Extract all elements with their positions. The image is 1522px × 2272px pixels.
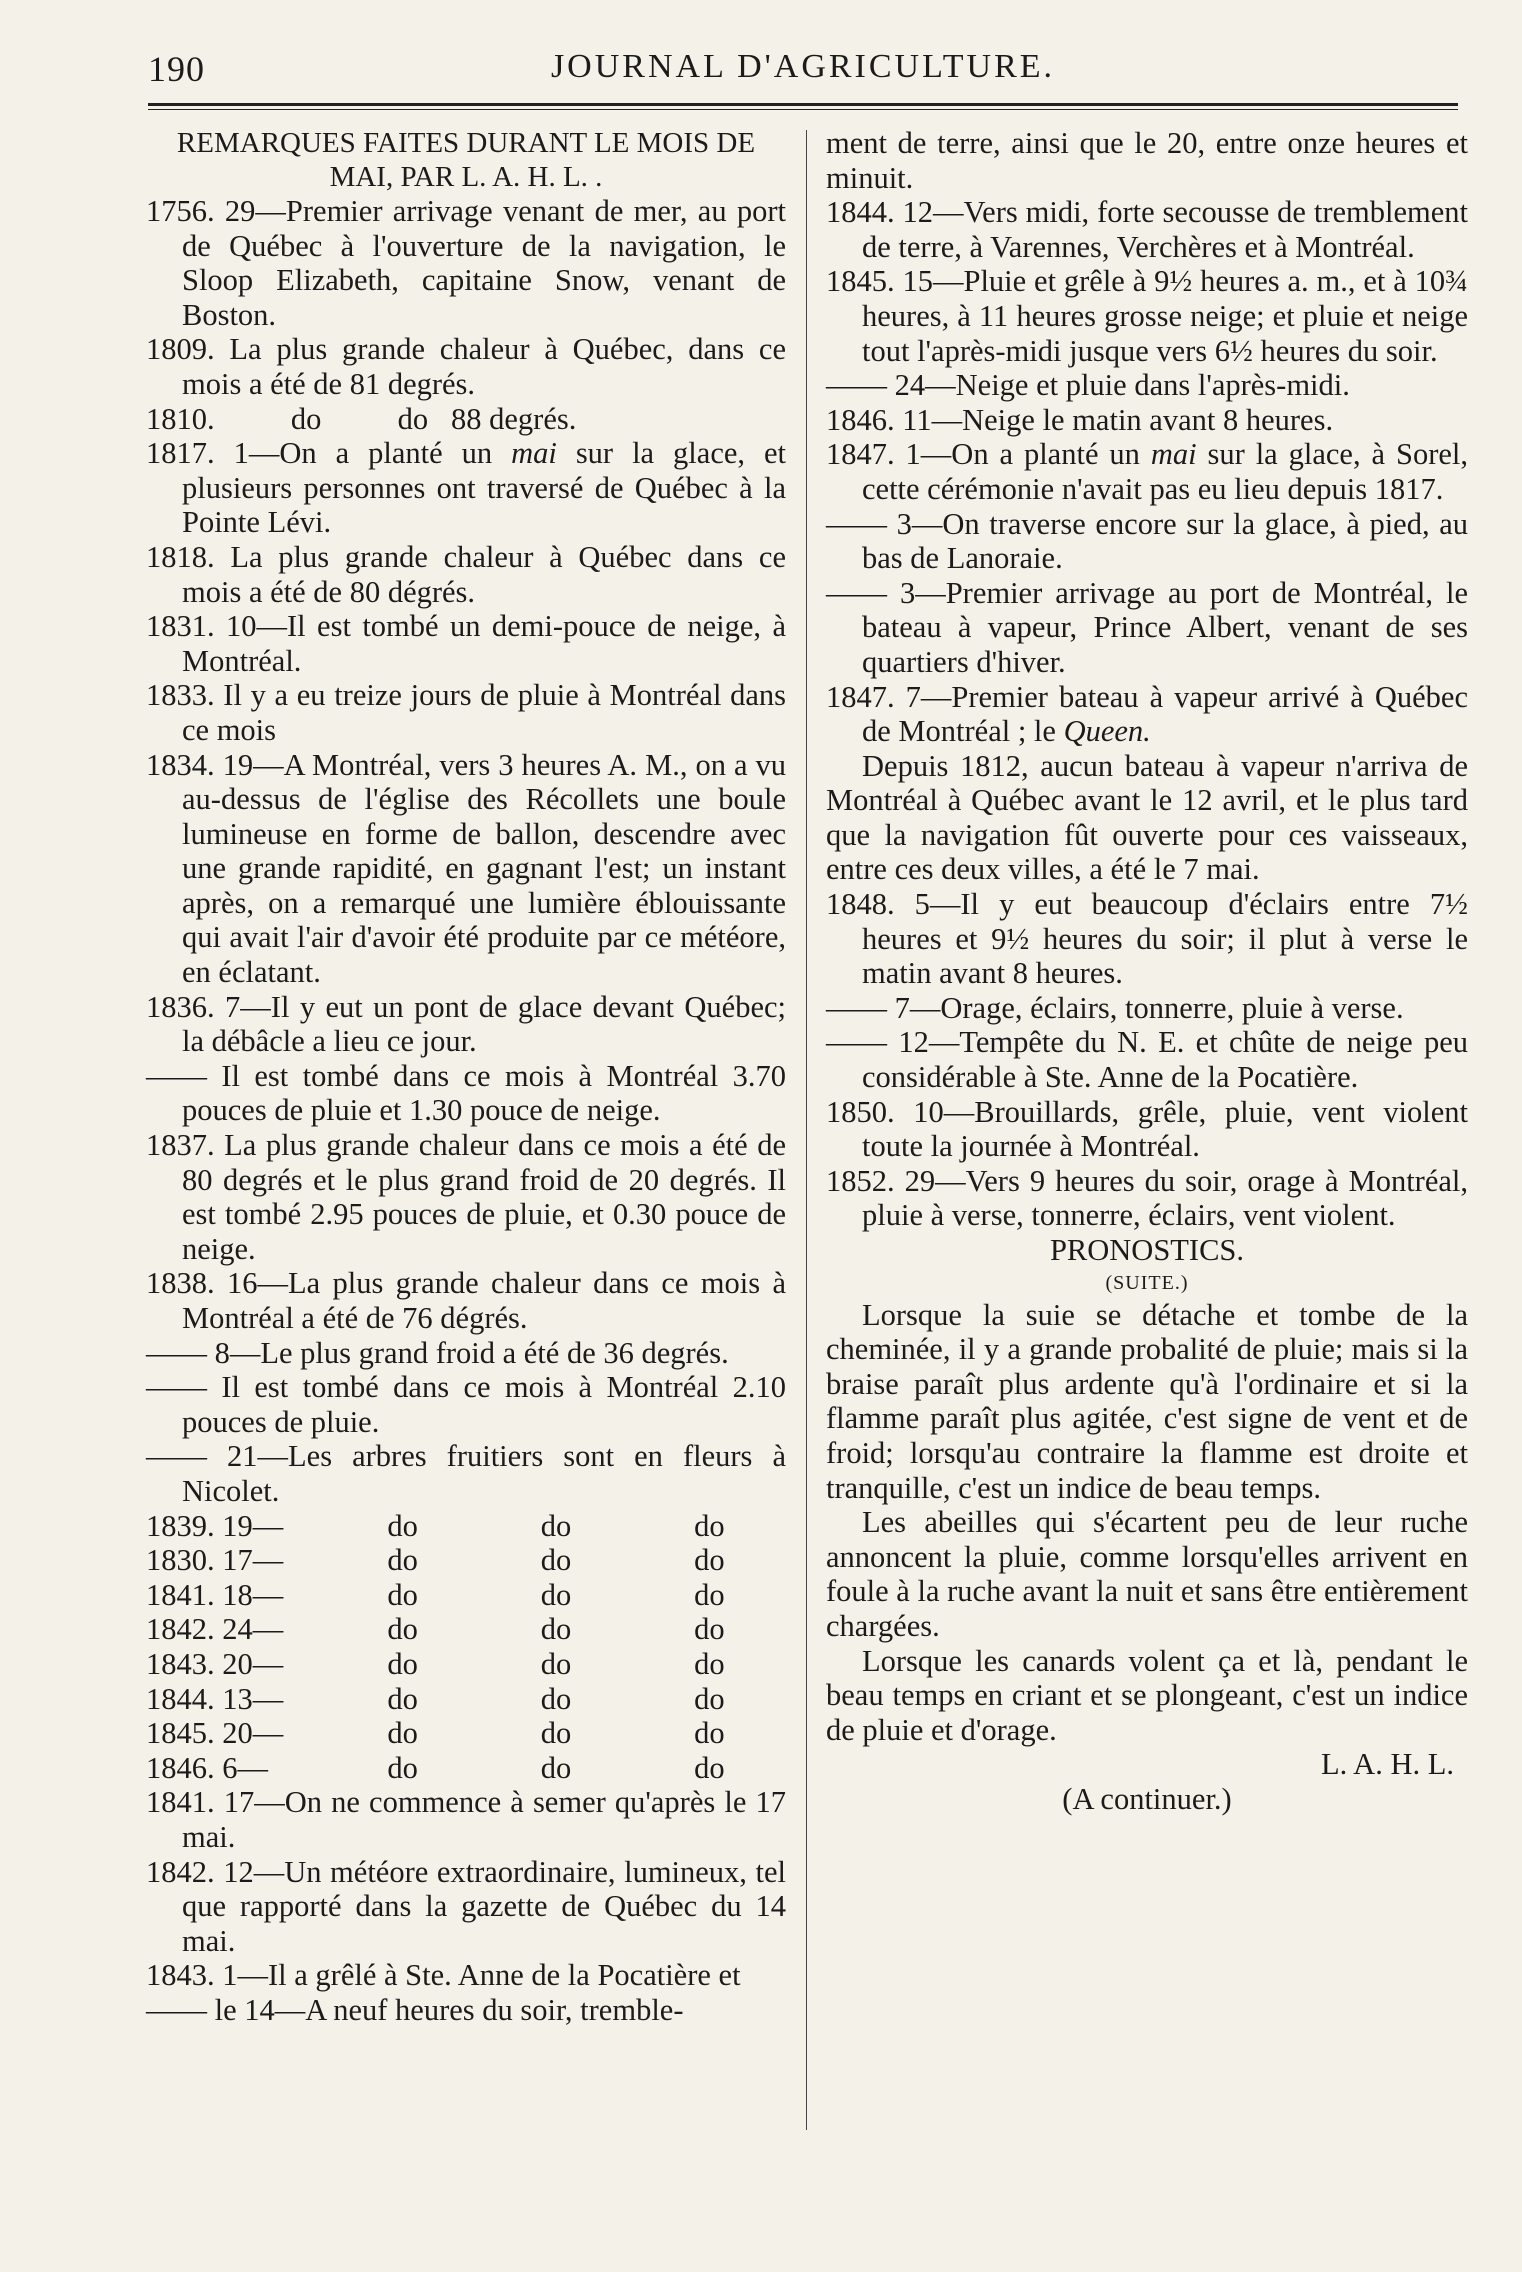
entry-1841: 1841. 17—On ne commence à semer qu'après le 17 mai.: [146, 1785, 786, 1854]
entry-1847-text-a: 1847. 1—On a planté un: [826, 437, 1151, 472]
entry-1852: 1852. 29—Vers 9 heures du soir, orage à Montréal, pluie à verse, tonnerre, éclairs, vent violent.: [826, 1163, 1468, 1233]
ditto-mark: do: [387, 1612, 418, 1647]
entry-1843-b: —— le 14—A neuf heures du soir, tremble-: [146, 1992, 684, 2027]
entry-1846: 1846. 11—Neige le matin avant 8 heures.: [826, 402, 1334, 437]
ditto-mark: do: [694, 1646, 725, 1681]
ditto-row-date: 1841. 18—: [146, 1577, 284, 1612]
page-number: 190: [148, 49, 205, 89]
signature: L. A. H. L.: [1320, 1747, 1454, 1782]
ditto-mark: do: [540, 1508, 572, 1543]
entry-1847-d: [826, 680, 1468, 749]
entry-1756: 1756. 29—Premier arrivage venant de mer, au port de Québec à l'ouverture de la navigation, le Sloop Elizabeth, capitaine Snow, venant de Boston.: [146, 194, 786, 332]
entry-1836-b: —— Il est tombé dans ce mois à Montréal 3.70 pouces de pluie et 1.30 pouce de neige.: [146, 1058, 786, 1128]
ditto-row: [146, 1682, 786, 1717]
pronostic-paragraph-3: Lorsque les canards volent ça et là, pendant le beau temps en criant et se plongeant, c'est un indice de pluie et d'orage.: [826, 1643, 1468, 1747]
ditto-row: [146, 1612, 786, 1647]
ditto-row: [146, 1647, 786, 1682]
entry-1848-b: —— 7—Orage, éclairs, tonnerre, pluie à verse.: [826, 990, 1404, 1025]
ditto-row-date: 1842. 24—: [146, 1612, 284, 1647]
ditto-mark: do: [387, 1543, 418, 1578]
ditto-mark: do: [694, 1508, 725, 1543]
ditto-mark: do: [540, 1646, 572, 1681]
entry-1838-d: —— 21—Les arbres fruitiers sont en fleurs à Nicolet.: [146, 1439, 786, 1508]
entry-1833: 1833. Il y a eu treize jours de pluie à Montréal dans ce mois: [146, 678, 786, 747]
ditto-mark: do: [540, 1543, 572, 1578]
ditto-mark: do: [540, 1716, 572, 1751]
ditto-mark: do: [694, 1577, 725, 1612]
entry-1850: 1850. 10—Brouillards, grêle, pluie, vent violent toute la journée à Montréal.: [826, 1094, 1468, 1164]
entry-1848: 1848. 5—Il y eut beaucoup d'éclairs entre 7½ heures et 9½ heures du soir; il plut à verse le matin avant 8 heures.: [826, 887, 1468, 991]
entry-1843: 1843. 1—Il a grêlé à Ste. Anne de la Pocatière et: [146, 1958, 741, 1993]
ditto-row-date: 1830. 17—: [146, 1543, 284, 1578]
ditto-mark: do: [387, 1577, 418, 1612]
ditto-mark: do: [387, 1508, 418, 1543]
entry-1847-d-italic: Queen.: [1063, 714, 1151, 749]
ditto-mark: do: [540, 1681, 572, 1716]
ditto-row: [146, 1716, 786, 1751]
entry-1848-c: —— 12—Tempête du N. E. et chûte de neige peu considérable à Ste. Anne de la Pocatière.: [826, 1025, 1468, 1095]
page-header: [148, 48, 1458, 98]
entry-1837: 1837. La plus grande chaleur dans ce mois a été de 80 degrés et le plus grand froid de 20 degrés. Il est tombé 2.95 pouces de pluie, et 0.30 pouce de neige.: [146, 1128, 786, 1266]
entry-1843-continued: ment de terre, ainsi que le 20, entre onze heures et minuit.: [826, 126, 1468, 195]
to-be-continued: (A continuer.): [1062, 1781, 1232, 1816]
entry-1844: 1844. 12—Vers midi, forte secousse de tremblement de terre, à Varennes, Verchères et à Montréal.: [826, 195, 1468, 264]
pronostics-subtitle: (SUITE.): [1105, 1271, 1189, 1294]
right-column: [826, 126, 1468, 1817]
running-title: JOURNAL D'AGRICULTURE.: [550, 48, 1056, 85]
ditto-mark: do: [540, 1577, 572, 1612]
ditto-mark: do: [694, 1750, 725, 1785]
ditto-mark: do: [387, 1646, 418, 1681]
entry-1845: 1845. 15—Pluie et grêle à 9½ heures a. m., et à 10¾ heures, à 11 heures grosse neige; et pluie et neige tout l'après-midi jusque vers 6½ heures du soir.: [826, 264, 1468, 368]
pronostics-title: PRONOSTICS.: [1049, 1233, 1245, 1267]
entry-1847-d-text: 1847. 7—Premier bateau à vapeur arrivé à Québec de Montréal ; le: [826, 679, 1468, 749]
ditto-table: [146, 1509, 786, 1786]
entry-1817-italic: mai: [511, 436, 557, 471]
entry-1838-c: —— Il est tombé dans ce mois à Montréal 2.10 pouces de pluie.: [146, 1370, 786, 1439]
ditto-row-date: 1845. 20—: [146, 1716, 284, 1751]
ditto-mark: do: [540, 1612, 572, 1647]
entry-1847-c: —— 3—Premier arrivage au port de Montréal, le bateau à vapeur, Prince Albert, venant de ses quartiers d'hiver.: [826, 575, 1468, 679]
entry-1809: 1809. La plus grande chaleur à Québec, dans ce mois a été de 81 degrés.: [146, 332, 786, 401]
ditto-row: [146, 1578, 786, 1613]
paragraph-1812: Depuis 1812, aucun bateau à vapeur n'arriva de Montréal à Québec avant le 12 avril, et le plus tard que la navigation fût ouverte pour ces vaisseaux, entre ces deux villes, a été le 7 mai.: [826, 748, 1468, 887]
ditto-mark: do: [387, 1716, 418, 1751]
ditto-row-date: 1839. 19—: [146, 1508, 284, 1543]
entry-1847-b: —— 3—On traverse encore sur la glace, à pied, au bas de Lanoraie.: [826, 506, 1468, 576]
entry-1818: 1818. La plus grande chaleur à Québec dans ce mois a été de 80 dégrés.: [146, 539, 786, 609]
ditto-mark: do: [387, 1750, 418, 1785]
ditto-row: [146, 1751, 786, 1786]
ditto-mark: do: [540, 1750, 572, 1785]
ditto-mark: do: [694, 1681, 725, 1716]
column-divider: [806, 130, 807, 2130]
entry-1847-italic: mai: [1150, 437, 1197, 472]
entry-1845-b: —— 24—Neige et pluie dans l'après-midi.: [826, 368, 1350, 403]
pronostic-paragraph-1: Lorsque la suie se détache et tombe de la cheminée, il y a grande probalité de pluie; mais si la braise paraît plus ardente qu'à l'ordinaire et si la flamme paraît plus agitée, c'est signe de vent et de froid; lorsqu'au contraire la flamme est droite et tranquille, c'est un indice de beau temps.: [826, 1297, 1468, 1505]
entry-1847-text-b: sur la glace, à Sorel, cette cérémonie n'avait pas eu lieu depuis 1817.: [862, 437, 1468, 506]
ditto-row: [146, 1543, 786, 1578]
header-rule: [148, 103, 1458, 110]
ditto-mark: do: [387, 1681, 418, 1716]
ditto-mark: do: [694, 1716, 725, 1751]
ditto-mark: do: [694, 1543, 725, 1578]
ditto-row-date: 1844. 13—: [146, 1681, 284, 1716]
section-heading: REMARQUES FAITES DURANT LE MOIS DE MAI, PAR L. A. H. L. .: [176, 127, 756, 193]
pronostic-paragraph-2: Les abeilles qui s'écartent peu de leur ruche annoncent la pluie, comme lorsqu'elles arrivent en foule à la ruche avant la nuit et sans être entièrement chargées.: [826, 1505, 1468, 1643]
ditto-row-date: 1843. 20—: [146, 1646, 284, 1681]
entry-1836: 1836. 7—Il y eut un pont de glace devant Québec; la débâcle a lieu ce jour.: [146, 989, 786, 1059]
entry-1831: 1831. 10—Il est tombé un demi-pouce de neige, à Montréal.: [146, 609, 786, 678]
ditto-row-date: 1846. 6—: [146, 1750, 268, 1785]
entry-1838: 1838. 16—La plus grande chaleur dans ce mois à Montréal a été de 76 dégrés.: [146, 1266, 786, 1335]
entry-1847: [826, 437, 1468, 506]
entry-1817-text-b: sur la glace, et plusieurs personnes ont traversé de Québec à la Pointe Lévi.: [182, 436, 786, 540]
ditto-mark: do: [694, 1612, 725, 1647]
entry-1817-text-a: 1817. 1—On a planté un: [146, 436, 512, 471]
entry-1834: 1834. 19—A Montréal, vers 3 heures A. M., on a vu au-dessus de l'église des Récollets une boule lumineuse en forme de ballon, descendre avec une grande rapidité, en gagnant l'est; un instant après, on a remarqué une lumière éblouissante qui avait l'air d'avoir été produite par ce météore, en éclatant.: [146, 747, 786, 990]
entry-1817: [146, 436, 786, 540]
entry-1838-b: —— 8—Le plus grand froid a été de 36 degrés.: [146, 1335, 729, 1370]
left-column: [146, 126, 786, 2027]
entry-1810: 1810. do do 88 degrés.: [146, 401, 577, 436]
entry-1842: 1842. 12—Un météore extraordinaire, lumineux, tel que rapporté dans la gazette de Québec du 14 mai.: [146, 1854, 786, 1958]
ditto-row: [146, 1509, 786, 1544]
